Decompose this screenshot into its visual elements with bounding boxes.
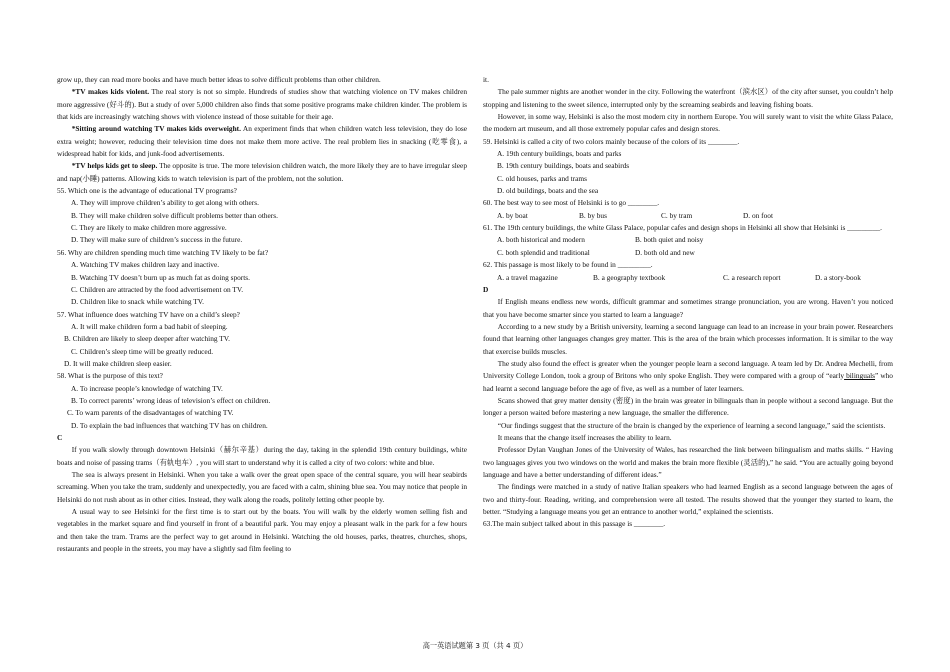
q61-option-d: D. both old and new	[635, 247, 695, 257]
passage-b-tail: grow up, they can read more books and have much better ideas to solve difficult problems than other children.	[57, 75, 381, 84]
question-60: 60. The best way to see most of Helsinki is to go ________.	[483, 198, 660, 208]
question-57: 57. What influence does watching TV have on a child’s sleep?	[57, 309, 240, 319]
question-61: 61. The 19th century buildings, the white Glass Palace, popular cafes and design shops in Helsinki all show that Helsinki is _________.	[483, 223, 883, 233]
q55-option-c: C. They are likely to make children more aggressive.	[71, 223, 227, 233]
q62-option-b: B. a geography textbook	[593, 272, 666, 282]
q56-option-c: C. Children are attracted by the food advertisement on TV.	[71, 284, 244, 294]
q58-option-c: C. To warn parents of the disadvantages of watching TV.	[67, 408, 234, 418]
passage-d-paragraph-7: Professor Dylan Vaughan Jones of the University of Wales, has researched the link between bilingualism and maths skills. “ Having two languages gives you two windows on the world and makes the brain more flexible (灵活的),” he said. “You are actually going beyond language and have a better understanding of different ideas.”	[483, 445, 893, 479]
q62-option-d: D. a story-book	[815, 272, 861, 282]
right-column	[483, 74, 893, 531]
passage-c-paragraph-4: The pale summer nights are another wonder in the city. Following the waterfront（滨水区）of the city after sunset, you couldn’t help stopping and listening to the sweet silence, interrupted only by the screaming seabirds and leaving fishing boats.	[483, 87, 893, 109]
q60-options	[483, 210, 893, 222]
q61-options-row-1	[483, 234, 893, 246]
text-tv-violent: The real story is not so simple. Hundreds of studies show that watching violence on TV makes children more aggressive (好斗的). But a study of over 5,000 children also finds that some positive programs make children kinder. The problem is that kids are increasingly watching shows with violence instead of those suitable for their age.	[57, 87, 468, 122]
paragraph-tv-violent	[57, 86, 467, 123]
text-tv-sleep: The opposite is true. The more television children watch, the more likely they are to have irregular sleep and nap(小睡) patterns. Allowing kids to watch television is part of the problem, not the solution.	[57, 161, 467, 183]
question-56: 56. Why are children spending much time watching TV likely to be fat?	[57, 247, 269, 257]
passage-c-paragraph-5: However, in some way, Helsinki is also the most modern city in northern Europe. You will surely want to visit the white Glass Palace, the modern art museum, and all those extremely popular cafes and design stores.	[483, 112, 893, 134]
q59-option-b: B. 19th century buildings, boats and seabirds	[497, 161, 630, 171]
q56-option-a: A. Watching TV makes children lazy and inactive.	[71, 260, 220, 270]
question-62: 62. This passage is most likely to be found in _________.	[483, 260, 653, 270]
heading-tv-overweight: *Sitting around watching TV makes kids overweight.	[71, 124, 241, 134]
heading-tv-sleep: *TV helps kids get to sleep.	[71, 161, 158, 171]
passage-c-paragraph-1: If you walk slowly through downtown Helsinki（赫尔辛基）during the day, taking in the splendid 19th century buildings, white boats and noise of passing trams（有轨电车）, you will start to understand why it is called a city of two colors: white and blue.	[57, 445, 467, 467]
q57-option-b: B. Children are likely to sleep deeper after watching TV.	[64, 334, 230, 344]
text-tv-overweight: An experiment finds that when children watch less television, they do lose extra weight; however, reducing their television time does not make them more active. The real problem lies in snacking (吃零食), a widespread habit for kids, and junk-food advertisements.	[57, 124, 468, 159]
q58-option-b: B. To correct parents’ wrong ideas of television’s effect on children.	[71, 395, 271, 405]
underlined-word-bilinguals: bilinguals	[844, 371, 876, 381]
heading-tv-violent: *TV makes kids violent.	[71, 87, 150, 97]
q55-option-a: A. They will improve children’s ability to get along with others.	[71, 198, 259, 208]
q60-option-c: C. by tram	[661, 210, 693, 220]
q57-option-a: A. It will make children form a bad habit of sleeping.	[71, 321, 228, 331]
q61-option-c: C. both splendid and traditional	[497, 247, 590, 257]
q58-option-a: A. To increase people’s knowledge of watching TV.	[71, 383, 223, 393]
q62-option-a: A. a travel magazine	[497, 272, 558, 282]
q58-option-d: D. To explain the bad influences that watching TV has on children.	[71, 420, 268, 430]
passage-d-paragraph-4: Scans showed that grey matter density (密度) in the brain was greater in bilinguals than in people without a second language. But the longer a person waited before mastering a new language, the smaller the difference.	[483, 395, 893, 418]
q62-options	[483, 272, 893, 284]
q61-option-a: A. both historical and modern	[497, 235, 585, 245]
q61-option-b: B. both quiet and noisy	[635, 235, 704, 245]
passage-c-paragraph-3: A usual way to see Helsinki for the first time is to start out by the boats. You will walk by the elderly women selling fish and vegetables in the market square and find yourself in front of a beautiful park. You may enjoy a pleasant walk in the park for a few hours and then take the tram. Trams are the perfect way to get around in Helsinki. Watching the old houses, parks, theatres, churches, shops, restaurants and people in the streets, you may have a slightly sad film feeling to	[57, 507, 467, 554]
passage-d-paragraph-3	[483, 358, 893, 395]
q59-option-a: A. 19th century buildings, boats and parks	[497, 149, 622, 159]
passage-c-paragraph-2: The sea is always present in Helsinki. When you take a walk over the great open space of the central square, you will hear seabirds screaming. When you take the tram, suddenly and unexpectedly, you are faced with a calm, shining blue sea. You may notice that people in Helsinki do not rush about as in other cities. Instead, they walk along the roads, politely letting other people by.	[57, 470, 467, 504]
q56-option-d: D. Children like to snack while watching TV.	[71, 297, 204, 307]
passage-d-paragraph-5: “Our findings suggest that the structure of the brain is changed by the experience of learning a second language,” said the scientists.	[497, 420, 886, 430]
question-58: 58. What is the purpose of this text?	[57, 371, 163, 381]
q60-option-b: B. by bus	[579, 210, 607, 220]
passage-d-paragraph-3-start: The study also found the effect is greater when the younger people learn a second language. A team led by Dr. Andrea Mechelli, from University College London, took a group of Britons who only spoke English. They were compared with a group of “early	[483, 358, 893, 381]
page-footer: 高一英语试题第 3 页（共 4 页）	[422, 641, 528, 650]
q59-option-d: D. old buildings, boats and the sea	[497, 186, 599, 196]
passage-c-continuation: it.	[483, 75, 489, 84]
q60-option-d: D. on foot	[743, 210, 773, 220]
paragraph-tv-sleep	[57, 160, 467, 185]
q59-option-c: C. old houses, parks and trams	[497, 173, 587, 183]
question-59: 59. Helsinki is called a city of two colors mainly because of the colors of its ________.	[483, 136, 740, 146]
section-c-heading: C	[57, 432, 63, 442]
left-column	[57, 74, 467, 555]
q55-option-d: D. They will make sure of children’s success in the future.	[71, 235, 243, 245]
q62-option-c: C. a research report	[723, 272, 781, 282]
q61-options-row-2	[483, 247, 893, 259]
q56-option-b: B. Watching TV doesn’t burn up as much fat as doing sports.	[71, 272, 250, 282]
q57-option-c: C. Children’s sleep time will be greatly reduced.	[71, 346, 214, 356]
question-55: 55. Which one is the advantage of educational TV programs?	[57, 186, 237, 196]
passage-d-paragraph-3-end: ” who had learnt a second language before the age of five, as well as a number of later learners.	[483, 371, 893, 393]
question-63: 63.The main subject talked about in this passage is ________.	[483, 519, 666, 529]
passage-d-paragraph-8: The findings were matched in a study of native Italian speakers who had learned English as a second language between the ages of two and thirty-four. Reading, writing, and comprehension were all tested. The results showed that the younger they started to learn, the better. “Studying a language means you get an entrance to another world,” explained the scientists.	[483, 482, 893, 517]
paragraph-tv-overweight	[57, 123, 467, 160]
q57-option-d: D. It will make children sleep easier.	[64, 358, 172, 368]
section-d-heading: D	[483, 284, 489, 294]
q55-option-b: B. They will make children solve difficult problems better than others.	[71, 210, 278, 220]
passage-d-paragraph-6: It means that the change itself increases the ability to learn.	[497, 432, 672, 442]
passage-d-paragraph-2: According to a new study by a British university, learning a second language can lead to an increase in your brain power. Researchers found that learning other languages changes grey matter. This is the area of the brain which processes information. It is similar to the way that exercise builds muscles.	[483, 321, 893, 356]
q60-option-a: A. by boat	[497, 210, 528, 220]
passage-d-paragraph-1: If English means endless new words, difficult grammar and sometimes strange pronunciation, you are wrong. Haven’t you noticed that you have become smarter since you started to learn a language?	[483, 297, 893, 319]
